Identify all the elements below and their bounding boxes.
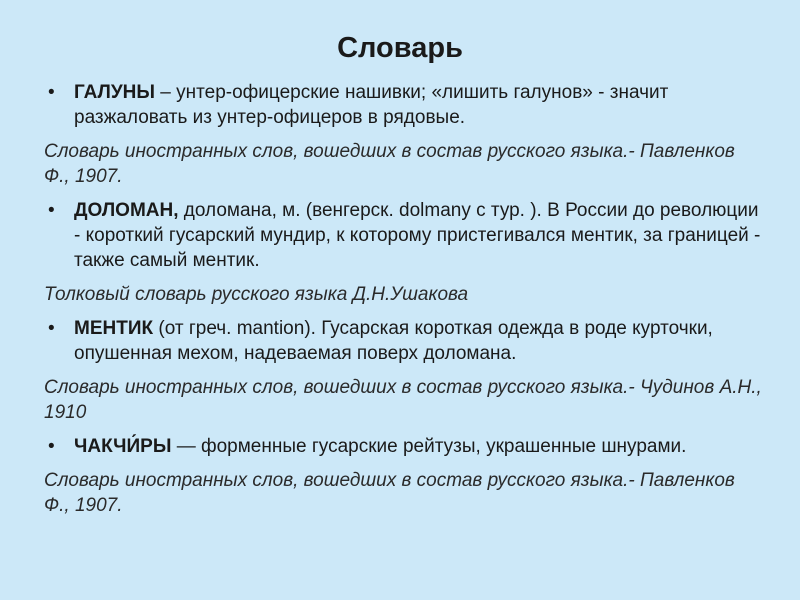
bullet-dot-icon: • bbox=[48, 436, 55, 457]
slide-title: Словарь bbox=[337, 32, 463, 64]
bullet-dot-icon: • bbox=[48, 318, 55, 339]
entry-definition: доломана, м. (венгерск. dolmany с тур. ). В России до революции - короткий гусарский мундир, к которому пристегивался ментик, за границей - также самый ментик. bbox=[74, 200, 761, 271]
entry-definition: (от греч. mantion). Гусарская короткая одежда в роде курточки, опушенная мехом, надеваемая поверх доломана. bbox=[74, 318, 713, 364]
entry-term: ЧАКЧИ́РЫ bbox=[74, 436, 172, 457]
entry-source: Словарь иностранных слов, вошедших в состав русского языка.- Чудинов А.Н., 1910 bbox=[44, 377, 762, 423]
entry-source: Словарь иностранных слов, вошедших в состав русского языка.- Павленков Ф., 1907. bbox=[44, 141, 735, 187]
entry-definition: – унтер-офицерские нашивки; «лишить галунов» - значит разжаловать из унтер-офицеров в рядовые. bbox=[74, 82, 669, 128]
entry-chakchiry bbox=[44, 434, 764, 459]
entry-term: ГАЛУНЫ bbox=[74, 82, 156, 103]
entry-term: МЕНТИК bbox=[74, 318, 154, 339]
bullet-dot-icon: • bbox=[48, 200, 55, 221]
entry-definition: — форменные гусарские рейтузы, украшенные шнурами. bbox=[171, 436, 687, 457]
entry-doloman bbox=[44, 198, 764, 273]
entry-source: Словарь иностранных слов, вошедших в состав русского языка.- Павленков Ф., 1907. bbox=[44, 470, 735, 516]
bullet-dot-icon: • bbox=[48, 82, 55, 103]
entry-term: ДОЛОМАН, bbox=[74, 200, 179, 221]
entry-galuny bbox=[44, 80, 764, 130]
slide-content bbox=[44, 80, 764, 527]
entry-mentik bbox=[44, 316, 764, 366]
entry-source: Толковый словарь русского языка Д.Н.Ушакова bbox=[44, 284, 469, 305]
